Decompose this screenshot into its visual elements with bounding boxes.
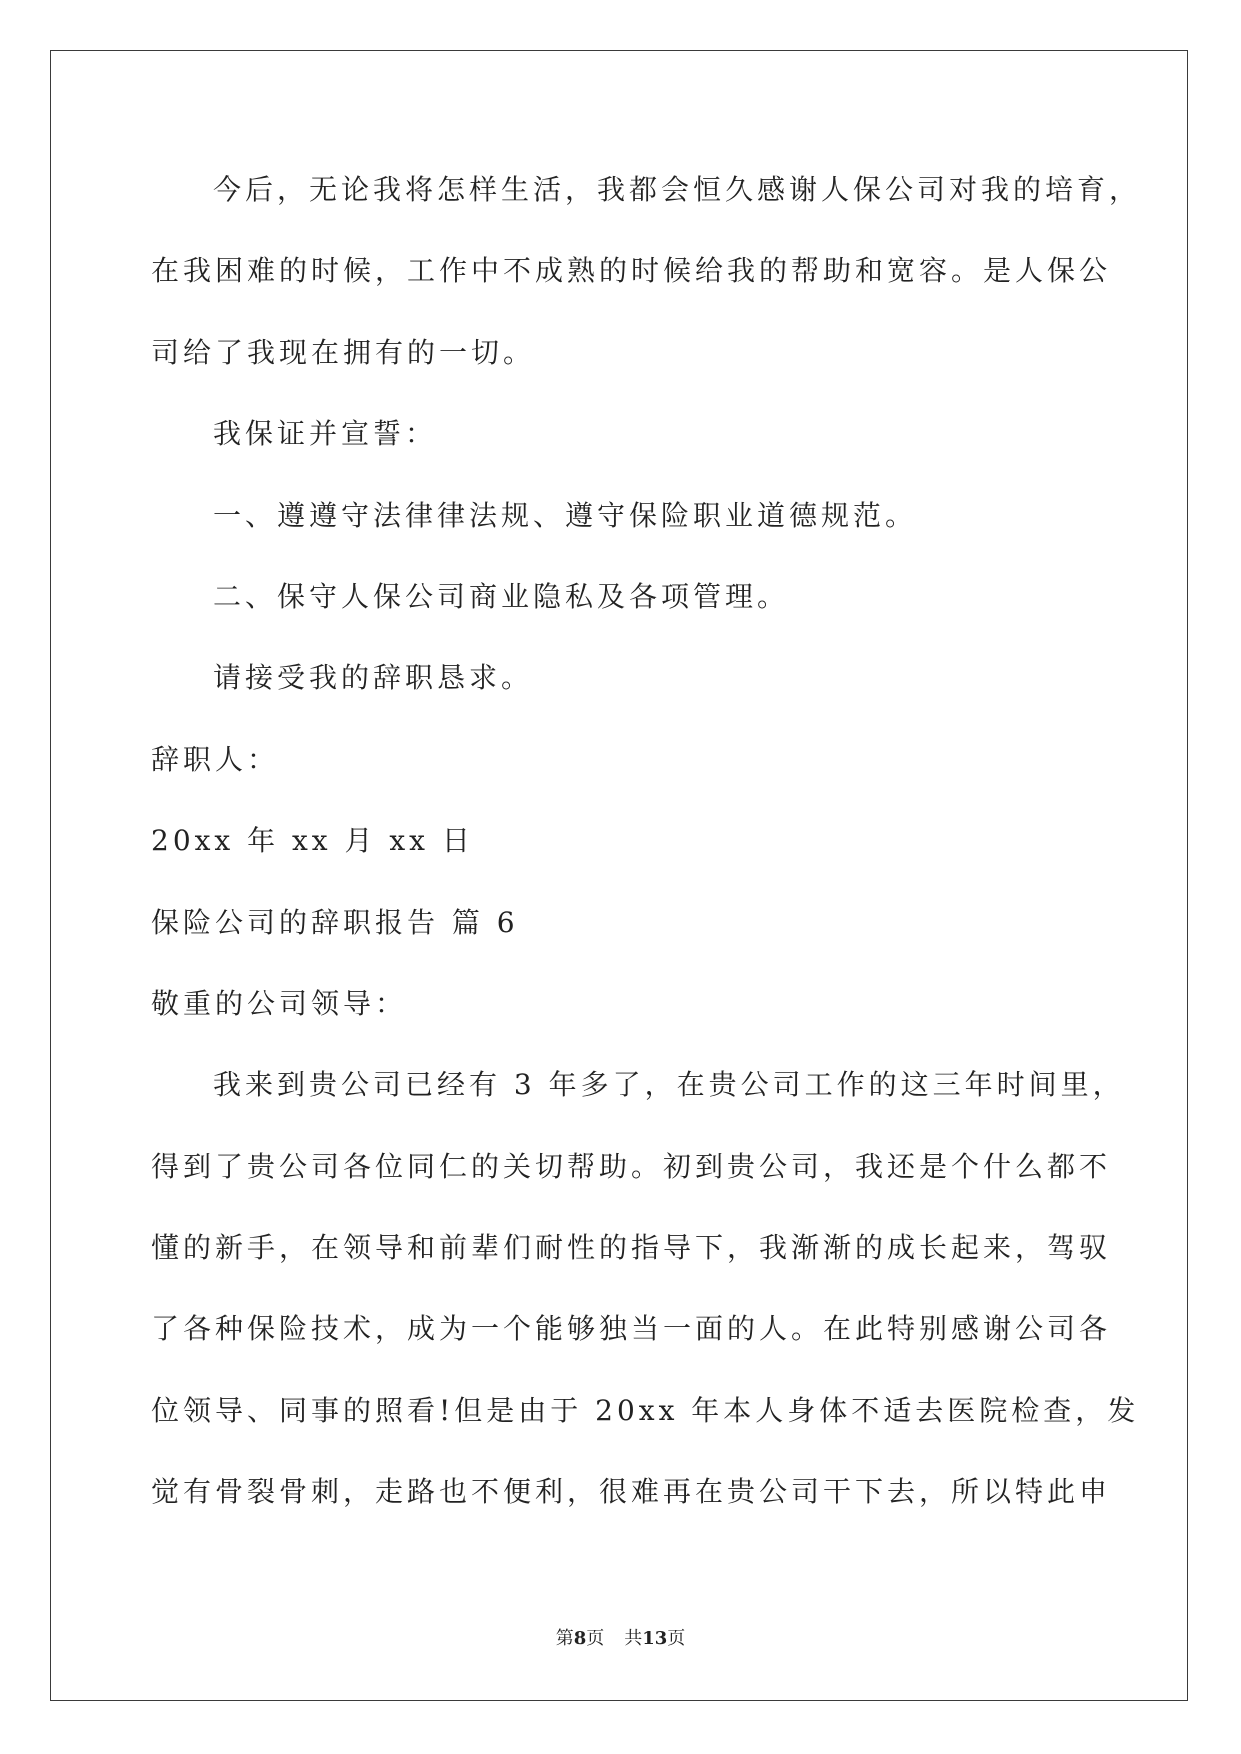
paragraph-line: 懂的新手，在领导和前辈们耐性的指导下，我渐渐的成长起来，驾驭: [151, 1231, 1112, 1265]
paragraph-line: 了各种保险技术，成为一个能够独当一面的人。在此特别感谢公司各: [151, 1312, 1112, 1346]
salutation: 敬重的公司领导：: [151, 986, 408, 1020]
page-prefix: 第: [555, 1628, 574, 1649]
paragraph-line: 请接受我的辞职恳求。: [213, 661, 534, 695]
total-suffix: 页: [667, 1628, 686, 1649]
total-pages: 13: [642, 1628, 668, 1649]
page-footer: [0, 1628, 1241, 1650]
paragraph-line: 得到了贵公司各位同仁的关切帮助。初到贵公司，我还是个什么都不: [151, 1149, 1112, 1183]
paragraph-line: 一、遵遵守法律律法规、遵守保险职业道德规范。: [213, 498, 918, 532]
page-suffix: 页: [586, 1628, 605, 1649]
date-line: 20xx 年 xx 月 xx 日: [151, 824, 474, 858]
paragraph-line: 司给了我现在拥有的一切。: [151, 335, 536, 369]
paragraph-line: 我来到贵公司已经有 3 年多了，在贵公司工作的这三年时间里，: [213, 1068, 1125, 1102]
paragraph-line: 我保证并宣誓：: [213, 417, 438, 451]
paragraph-line: 位领导、同事的照看!但是由于 20xx 年本人身体不适去医院检查，发: [151, 1393, 1140, 1427]
paragraph-line: 二、保守人保公司商业隐私及各项管理。: [213, 579, 790, 613]
paragraph-line: 觉有骨裂骨刺，走路也不便利，很难再在贵公司干下去，所以特此申: [151, 1475, 1112, 1509]
signature-label: 辞职人：: [151, 742, 280, 776]
section-title: 保险公司的辞职报告 篇 6: [151, 905, 519, 939]
page-number: 8: [573, 1628, 587, 1649]
document-body: [151, 173, 1142, 1558]
paragraph-line: 今后，无论我将怎样生活，我都会恒久感谢人保公司对我的培育，: [213, 173, 1142, 206]
total-prefix: 共: [624, 1628, 643, 1649]
paragraph-line: 在我困难的时候，工作中不成熟的时候给我的帮助和宽容。是人保公: [151, 254, 1112, 288]
